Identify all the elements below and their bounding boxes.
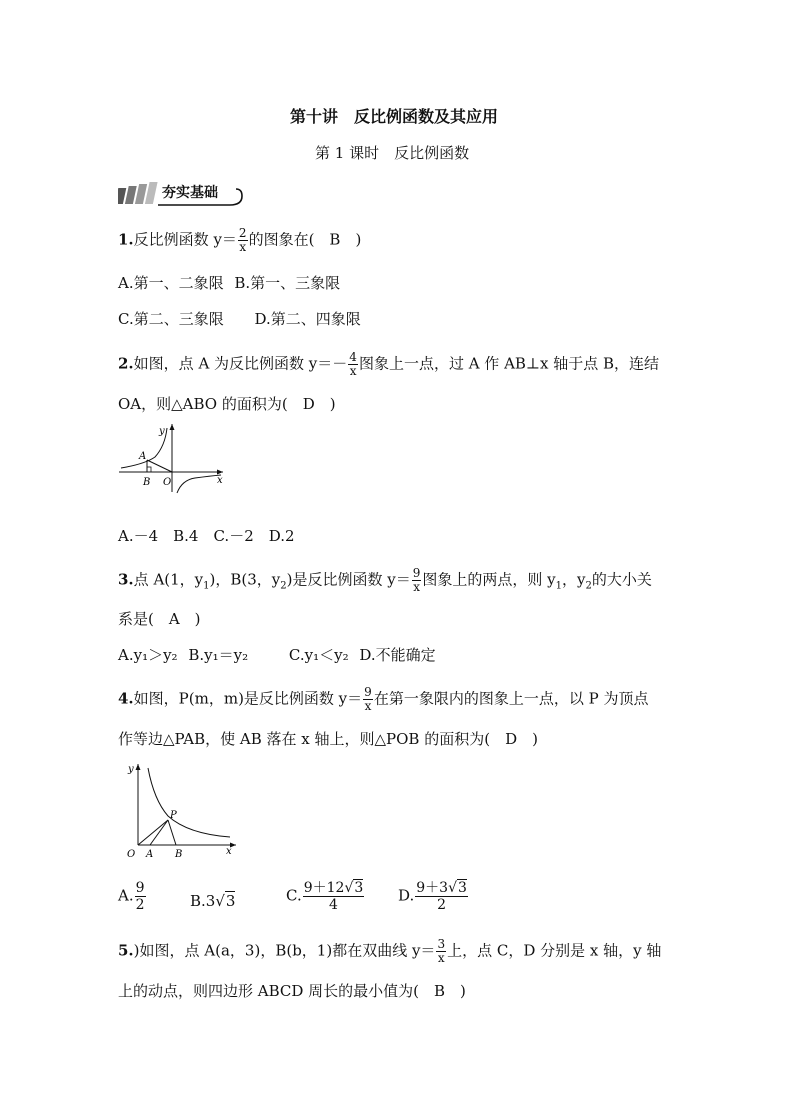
- lesson-subtitle: 第 1 课时 反比例函数: [315, 144, 470, 162]
- point-b-label: B: [175, 849, 183, 860]
- option-a: A.第一、二象限: [118, 274, 224, 292]
- question-4: 4.如图，P(m，m)是反比例函数 y＝ $\frac{9}{x}$ 在第一象限内的图象上一点，以 P 为顶点: [118, 685, 649, 713]
- axis-y-label: y: [159, 426, 165, 437]
- question-4-line2: 作等边△PAB，使 AB 落在 x 轴上，则△POB 的面积为( D ): [118, 730, 538, 748]
- question-5: 5.)如图，点 A(a，3)，B(b，1)都在双曲线 y＝ $\frac{3}{x}$ 上，点 C，D 分别是 x 轴，y 轴: [118, 937, 662, 965]
- question-1: 1.反比例函数 y＝ $\frac{2}{x}$ 的图象在( B ): [118, 226, 362, 254]
- q4-figure: [118, 760, 240, 860]
- axis-x-label: x: [226, 846, 232, 857]
- origin-label: O: [163, 477, 172, 488]
- fraction: $\frac{4}{x}$: [349, 350, 357, 378]
- option-b: B.第一、三象限: [234, 274, 341, 292]
- question-number: 2.: [118, 354, 134, 373]
- axis-y-label: y: [128, 764, 134, 775]
- q4-option-b: B.3√3: [190, 892, 236, 910]
- point-b-label: B: [143, 477, 151, 488]
- origin-label: O: [127, 849, 136, 860]
- question-3: 3.点 A(1，$y_1$)，B(3，$y_2$)是反比例函数 y＝ $\frac{9}{x}$ 图象上的两点，则 $y_1$，$y_2$的大小关: [118, 566, 652, 594]
- question-number: 4.: [118, 689, 134, 708]
- q4-option-c: C. $\frac{9+12√3}{4}$: [286, 880, 364, 913]
- fraction: $\frac{9}{x}$: [412, 566, 421, 594]
- q2-figure: [115, 420, 230, 495]
- lesson-title: 第十讲 反比例函数及其应用: [290, 107, 499, 126]
- option-c: C.第二、三象限: [118, 310, 224, 328]
- q3-options: [118, 645, 436, 665]
- fraction: $\frac{2}{x}$: [238, 226, 247, 254]
- question-2-line2: OA，则△ABO 的面积为( D ): [118, 395, 336, 413]
- axis-x-label: x: [217, 475, 223, 486]
- point-a-label: A: [139, 451, 147, 462]
- option-d: D.第二、四象限: [254, 310, 361, 328]
- option-d: D.不能确定: [359, 646, 436, 664]
- q2-options: A.－4 B.4 C.－2 D.2: [118, 527, 295, 545]
- option-c: C.y₁＜y₂: [288, 646, 349, 664]
- question-5-line2: 上的动点，则四边形 ABCD 周长的最小值为( B ): [118, 982, 466, 1000]
- q4-option-d: D. $\frac{9+3√3}{2}$: [398, 880, 467, 913]
- point-a-label: A: [146, 849, 154, 860]
- section-badge: [118, 180, 258, 208]
- q1-options-row2: [118, 309, 361, 329]
- fraction: $\frac{9}{x}$: [364, 685, 372, 713]
- question-number: 5.: [118, 941, 134, 960]
- question-3-line2: 系是( A ): [118, 610, 201, 628]
- fraction: $\frac{3}{x}$: [437, 937, 446, 965]
- question-2: 2.如图，点 A 为反比例函数 y＝－ $\frac{4}{x}$ 图象上一点，过 A 作 AB⊥x 轴于点 B，连结: [118, 350, 660, 378]
- q1-options-row1: [118, 273, 340, 293]
- question-number: 1.: [118, 230, 134, 249]
- option-a: A.y₁＞y₂: [118, 646, 178, 664]
- section-label: 夯实基础: [162, 185, 218, 201]
- option-b: B.y₁＝y₂: [188, 646, 249, 664]
- question-number: 3.: [118, 570, 134, 589]
- point-p-label: P: [170, 810, 177, 821]
- q4-option-a: A. $\frac{9}{2}$: [118, 880, 145, 913]
